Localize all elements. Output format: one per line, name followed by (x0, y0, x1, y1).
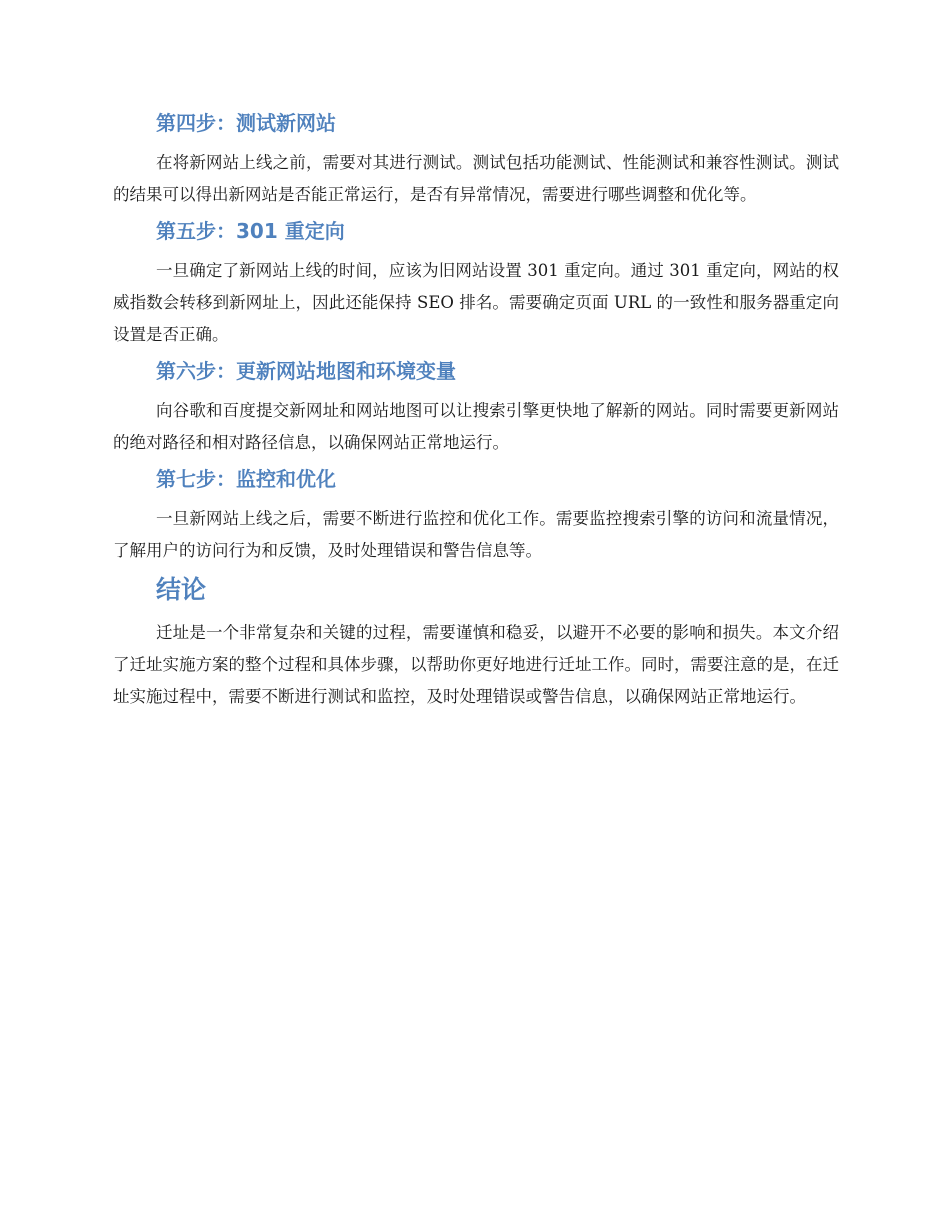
document-content (113, 108, 839, 713)
step4-paragraph: 在将新网站上线之前，需要对其进行测试。测试包括功能测试、性能测试和兼容性测试。测试的结果可以得出新网站是否能正常运行，是否有异常情况，需要进行哪些调整和优化等。 (113, 153, 839, 204)
step5-paragraph: 一旦确定了新网站上线的时间，应该为旧网站设置 301 重定向。通过 301 重定向，网站的权威指数会转移到新网址上，因此还能保持 SEO 排名。需要确定页面 URL 的一致性和服务器重定向设置是否正确。 (113, 261, 839, 344)
step7-heading: 第七步：监控和优化 (156, 467, 336, 491)
step7-paragraph: 一旦新网站上线之后，需要不断进行监控和优化工作。需要监控搜索引擎的访问和流量情况，了解用户的访问行为和反馈，及时处理错误和警告信息等。 (113, 509, 839, 560)
step5-heading: 第五步：301 重定向 (156, 219, 345, 243)
conclusion-paragraph: 迁址是一个非常复杂和关键的过程，需要谨慎和稳妥，以避开不必要的影响和损失。本文介绍了迁址实施方案的整个过程和具体步骤，以帮助你更好地进行迁址工作。同时，需要注意的是，在迁址实施过程中，需要不断进行测试和监控，及时处理错误或警告信息，以确保网站正常地运行。 (113, 623, 839, 706)
conclusion-heading: 结论 (156, 575, 207, 604)
step6-heading: 第六步：更新网站地图和环境变量 (156, 359, 456, 383)
step6-paragraph: 向谷歌和百度提交新网址和网站地图可以让搜索引擎更快地了解新的网站。同时需要更新网站的绝对路径和相对路径信息，以确保网站正常地运行。 (113, 401, 839, 452)
step4-heading: 第四步：测试新网站 (156, 111, 336, 135)
